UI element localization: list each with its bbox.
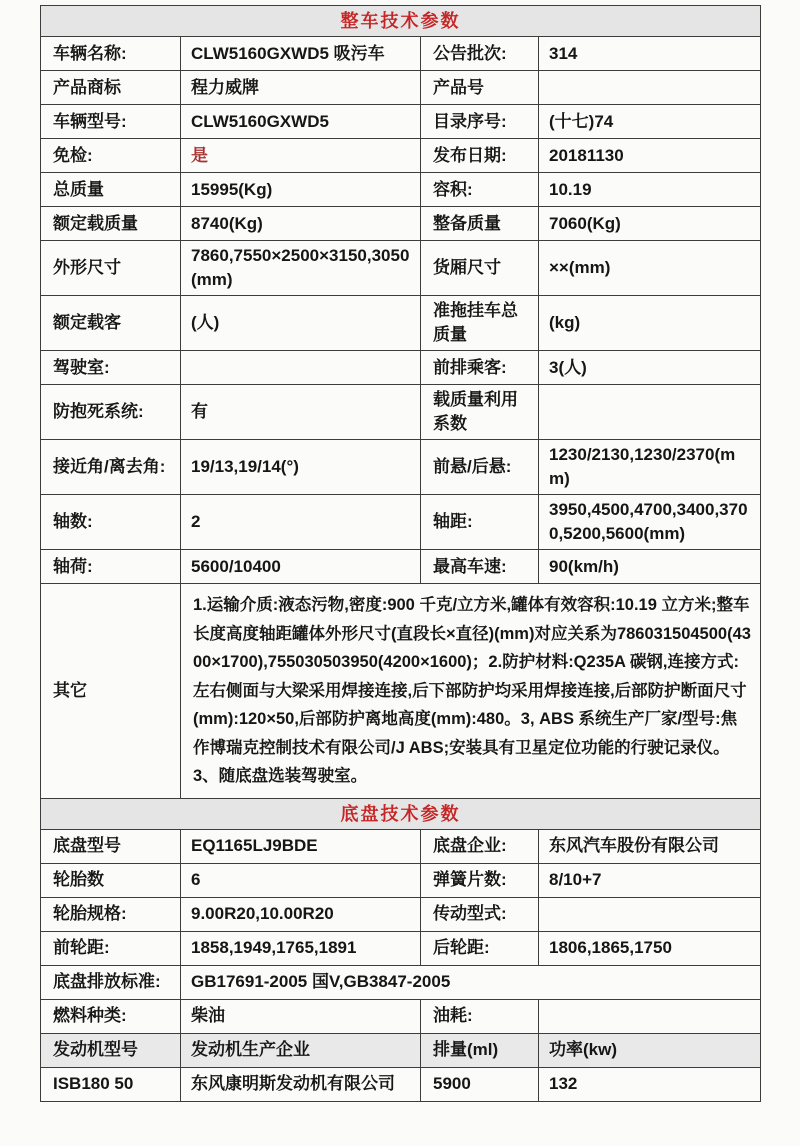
value-volume: 10.19	[539, 173, 761, 207]
chassis-section-title: 底盘技术参数	[41, 798, 761, 829]
row-abs	[41, 385, 761, 440]
label-trailer-total-mass: 准拖挂车总质量	[421, 296, 539, 351]
value-displacement: 5900	[421, 1067, 539, 1101]
engine-data-row	[41, 1067, 761, 1101]
value-abs: 有	[181, 385, 421, 440]
label-vehicle-model: 车辆型号:	[41, 105, 181, 139]
value-vehicle-model: CLW5160GXWD5	[181, 105, 421, 139]
value-approach-departure-angle: 19/13,19/14(°)	[181, 440, 421, 495]
label-chassis-manufacturer: 底盘企业:	[421, 829, 539, 863]
row-approach-departure-angle	[41, 440, 761, 495]
row-other	[41, 584, 761, 799]
value-load-utilization	[539, 385, 761, 440]
label-spring-leaf-count: 弹簧片数:	[421, 863, 539, 897]
label-max-speed: 最高车速:	[421, 550, 539, 584]
value-axle-load: 5600/10400	[181, 550, 421, 584]
label-fuel-type: 燃料种类:	[41, 999, 181, 1033]
label-load-utilization: 载质量利用系数	[421, 385, 539, 440]
label-front-row-passengers: 前排乘客:	[421, 351, 539, 385]
label-catalog-no: 目录序号:	[421, 105, 539, 139]
value-chassis-manufacturer: 东风汽车股份有限公司	[539, 829, 761, 863]
label-fuel-consumption: 油耗:	[421, 999, 539, 1033]
label-rated-load: 额定载质量	[41, 207, 181, 241]
value-rear-track: 1806,1865,1750	[539, 931, 761, 965]
label-volume: 容积:	[421, 173, 539, 207]
row-axle-load	[41, 550, 761, 584]
row-vehicle-name	[41, 37, 761, 71]
row-rated-passengers	[41, 296, 761, 351]
row-tire-count	[41, 863, 761, 897]
label-curb-weight: 整备质量	[421, 207, 539, 241]
row-tire-spec	[41, 897, 761, 931]
label-emission-standard: 底盘排放标准:	[41, 965, 181, 999]
label-chassis-model: 底盘型号	[41, 829, 181, 863]
spec-table	[40, 5, 761, 1102]
value-fuel-type: 柴油	[181, 999, 421, 1033]
label-total-mass: 总质量	[41, 173, 181, 207]
label-rear-track: 后轮距:	[421, 931, 539, 965]
value-catalog-no: (十七)74	[539, 105, 761, 139]
row-fuel-type	[41, 999, 761, 1033]
row-trademark	[41, 71, 761, 105]
value-emission-standard: GB17691-2005 国V,GB3847-2005	[181, 965, 761, 999]
value-rated-load: 8740(Kg)	[181, 207, 421, 241]
label-transmission-type: 传动型式:	[421, 897, 539, 931]
value-cab	[181, 351, 421, 385]
label-inspection-exempt: 免检:	[41, 139, 181, 173]
value-total-mass: 15995(Kg)	[181, 173, 421, 207]
value-max-speed: 90(km/h)	[539, 550, 761, 584]
header-power: 功率(kw)	[539, 1033, 761, 1067]
value-tire-spec: 9.00R20,10.00R20	[181, 897, 421, 931]
value-announcement-batch: 314	[539, 37, 761, 71]
label-cargo-box-size: 货厢尺寸	[421, 241, 539, 296]
row-vehicle-model	[41, 105, 761, 139]
value-trademark: 程力威牌	[181, 71, 421, 105]
value-inspection-exempt: 是	[181, 139, 421, 173]
value-other-notes: 1.运输介质:液态污物,密度:900 千克/立方米,罐体有效容积:10.19 立方米;整车长度高度轴距罐体外形尺寸(直段长×直径)(mm)对应关系为786031504500(4300×1700),755030503950(4200×1600)；2.防护材料:Q235A 碳钢,连接方式:左右侧面与大梁采用焊接连接,后下部防护均采用焊接连接,后部防护断面尺寸(mm):120×50,后部防护离地高度(mm):480。3, ABS 系统生产厂家/型号:焦作博瑞克控制技术有限公司/J ABS;安装具有卫星定位功能的行驶记录仪。3、随底盘选装驾驶室。	[181, 584, 761, 799]
row-total-mass	[41, 173, 761, 207]
row-axle-count	[41, 495, 761, 550]
label-front-rear-overhang: 前悬/后悬:	[421, 440, 539, 495]
value-release-date: 20181130	[539, 139, 761, 173]
value-engine-model: ISB180 50	[41, 1067, 181, 1101]
row-emission-standard	[41, 965, 761, 999]
header-engine-model: 发动机型号	[41, 1033, 181, 1067]
chassis-section-header-row	[41, 798, 761, 829]
label-wheelbase: 轴距:	[421, 495, 539, 550]
value-front-track: 1858,1949,1765,1891	[181, 931, 421, 965]
label-front-track: 前轮距:	[41, 931, 181, 965]
label-other: 其它	[41, 584, 181, 799]
label-tire-count: 轮胎数	[41, 863, 181, 897]
label-vehicle-name: 车辆名称:	[41, 37, 181, 71]
row-inspection-exempt	[41, 139, 761, 173]
label-tire-spec: 轮胎规格:	[41, 897, 181, 931]
value-front-row-passengers: 3(人)	[539, 351, 761, 385]
value-wheelbase: 3950,4500,4700,3400,3700,5200,5600(mm)	[539, 495, 761, 550]
label-approach-departure-angle: 接近角/离去角:	[41, 440, 181, 495]
value-product-no	[539, 71, 761, 105]
value-transmission-type	[539, 897, 761, 931]
vehicle-section-header-row	[41, 6, 761, 37]
value-power: 132	[539, 1067, 761, 1101]
value-dimensions: 7860,7550×2500×3150,3050(mm)	[181, 241, 421, 296]
value-axle-count: 2	[181, 495, 421, 550]
label-announcement-batch: 公告批次:	[421, 37, 539, 71]
label-dimensions: 外形尺寸	[41, 241, 181, 296]
label-product-no: 产品号	[421, 71, 539, 105]
value-tire-count: 6	[181, 863, 421, 897]
label-cab: 驾驶室:	[41, 351, 181, 385]
value-spring-leaf-count: 8/10+7	[539, 863, 761, 897]
engine-header-row	[41, 1033, 761, 1067]
value-curb-weight: 7060(Kg)	[539, 207, 761, 241]
row-dimensions	[41, 241, 761, 296]
value-engine-manufacturer: 东风康明斯发动机有限公司	[181, 1067, 421, 1101]
value-rated-passengers: (人)	[181, 296, 421, 351]
label-trademark: 产品商标	[41, 71, 181, 105]
row-rated-load	[41, 207, 761, 241]
row-chassis-model	[41, 829, 761, 863]
spec-sheet	[40, 5, 760, 1102]
value-chassis-model: EQ1165LJ9BDE	[181, 829, 421, 863]
value-vehicle-name: CLW5160GXWD5 吸污车	[181, 37, 421, 71]
row-front-track	[41, 931, 761, 965]
label-release-date: 发布日期:	[421, 139, 539, 173]
label-axle-count: 轴数:	[41, 495, 181, 550]
label-axle-load: 轴荷:	[41, 550, 181, 584]
label-rated-passengers: 额定载客	[41, 296, 181, 351]
value-fuel-consumption	[539, 999, 761, 1033]
vehicle-section-title: 整车技术参数	[41, 6, 761, 37]
value-cargo-box-size: ××(mm)	[539, 241, 761, 296]
value-trailer-total-mass: (kg)	[539, 296, 761, 351]
header-engine-manufacturer: 发动机生产企业	[181, 1033, 421, 1067]
header-displacement: 排量(ml)	[421, 1033, 539, 1067]
label-abs: 防抱死系统:	[41, 385, 181, 440]
value-front-rear-overhang: 1230/2130,1230/2370(mm)	[539, 440, 761, 495]
row-cab	[41, 351, 761, 385]
